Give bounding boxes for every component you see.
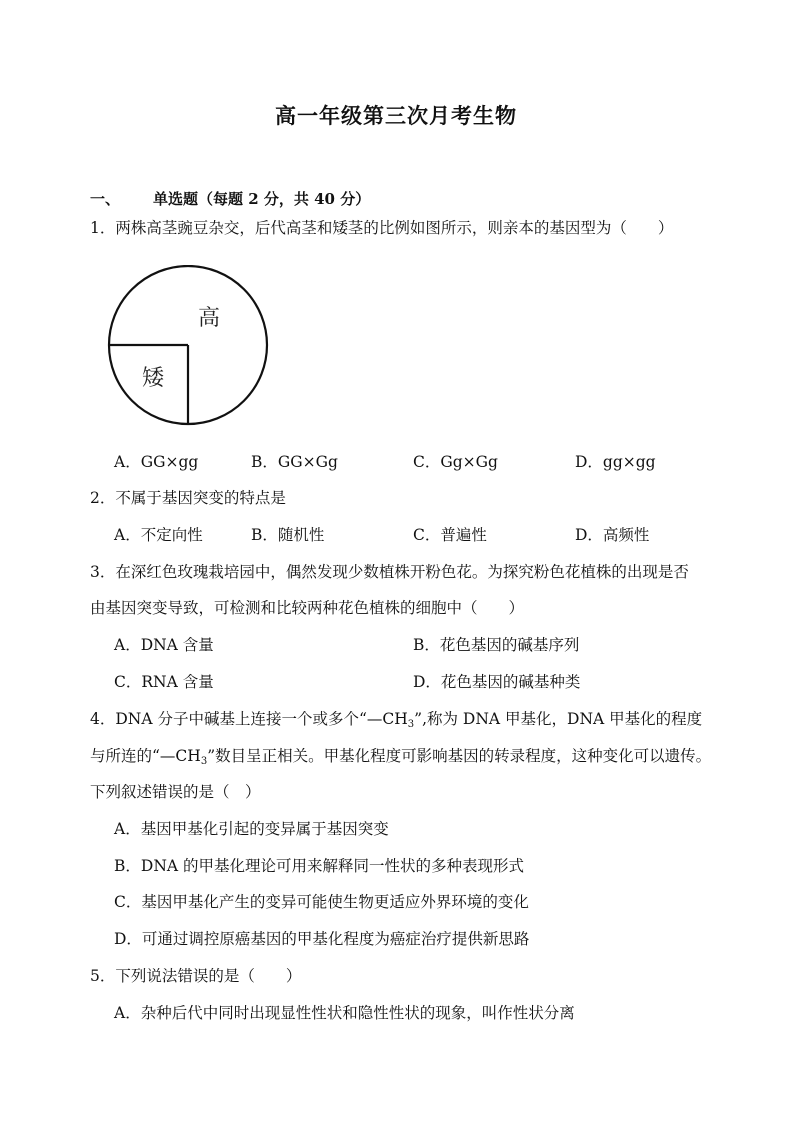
q1-option-d: D．gg×gg [575, 453, 656, 471]
q3-option-a: A．DNA 含量 [114, 636, 214, 654]
question-3-line-2: 由基因突变导致，可检测和比较两种花色植株的细胞中（ ） [90, 599, 525, 617]
q2-option-b: B．随机性 [251, 526, 325, 544]
q4-line-2-subscript: 3 [200, 756, 208, 767]
section-number: 一、 [90, 190, 121, 208]
q4-line-1-part-b: ”,称为 DNA 甲基化，DNA 甲基化的程度 [414, 710, 703, 728]
q4-option-d: D．可通过调控原癌基因的甲基化程度为癌症治疗提供新思路 [114, 930, 530, 948]
question-4-line-1 [90, 709, 702, 735]
question-5-text: 5．下列说法错误的是（ ） [90, 967, 302, 985]
q3-option-d: D．花色基因的碱基种类 [413, 673, 581, 691]
q4-line-1-subscript: 3 [407, 719, 415, 730]
pie-chart-figure [104, 265, 274, 427]
q2-option-c: C．普遍性 [413, 526, 487, 544]
pie-label-tall: 高 [198, 306, 221, 331]
q3-option-c: C．RNA 含量 [114, 673, 214, 691]
q1-option-b: B．GG×Gg [251, 453, 338, 471]
q2-option-d: D．高频性 [575, 526, 650, 544]
q2-option-a: A．不定向性 [114, 526, 203, 544]
q4-line-1-part-a: 4．DNA 分子中碱基上连接一个或多个“—CH [90, 710, 408, 728]
question-4-line-2 [90, 746, 711, 772]
question-3-line-1: 3．在深红色玫瑰栽培园中，偶然发现少数植株开粉色花。为探究粉色花植株的出现是否 [90, 563, 689, 581]
pie-label-short: 矮 [142, 366, 165, 391]
question-1-text: 1．两株高茎豌豆杂交，后代高茎和矮茎的比例如图所示，则亲本的基因型为（ ） [90, 219, 674, 237]
q5-option-a: A．杂种后代中同时出现显性性状和隐性性状的现象，叫作性状分离 [114, 1004, 575, 1022]
page-title: 高一年级第三次月考生物 [275, 103, 517, 128]
q3-option-b: B．花色基因的碱基序列 [413, 636, 580, 654]
q1-option-a: A．GG×gg [114, 453, 199, 471]
q4-option-c: C．基因甲基化产生的变异可能使生物更适应外界环境的变化 [114, 893, 529, 911]
question-2-text: 2．不属于基因突变的特点是 [90, 489, 286, 507]
q4-option-b: B．DNA 的甲基化理论可用来解释同一性状的多种表现形式 [114, 857, 525, 875]
q4-line-2-part-a: 与所连的“—CH [90, 747, 201, 765]
q1-option-c: C．Gg×Gg [413, 453, 498, 471]
section-heading: 单选题（每题 2 分，共 40 分） [153, 190, 371, 208]
q4-line-2-part-b: ”数目呈正相关。甲基化程度可影响基因的转录程度，这种变化可以遗传。 [207, 747, 712, 765]
q4-option-a: A．基因甲基化引起的变异属于基因突变 [114, 820, 389, 838]
question-4-line-3: 下列叙述错误的是（ ） [90, 783, 261, 801]
